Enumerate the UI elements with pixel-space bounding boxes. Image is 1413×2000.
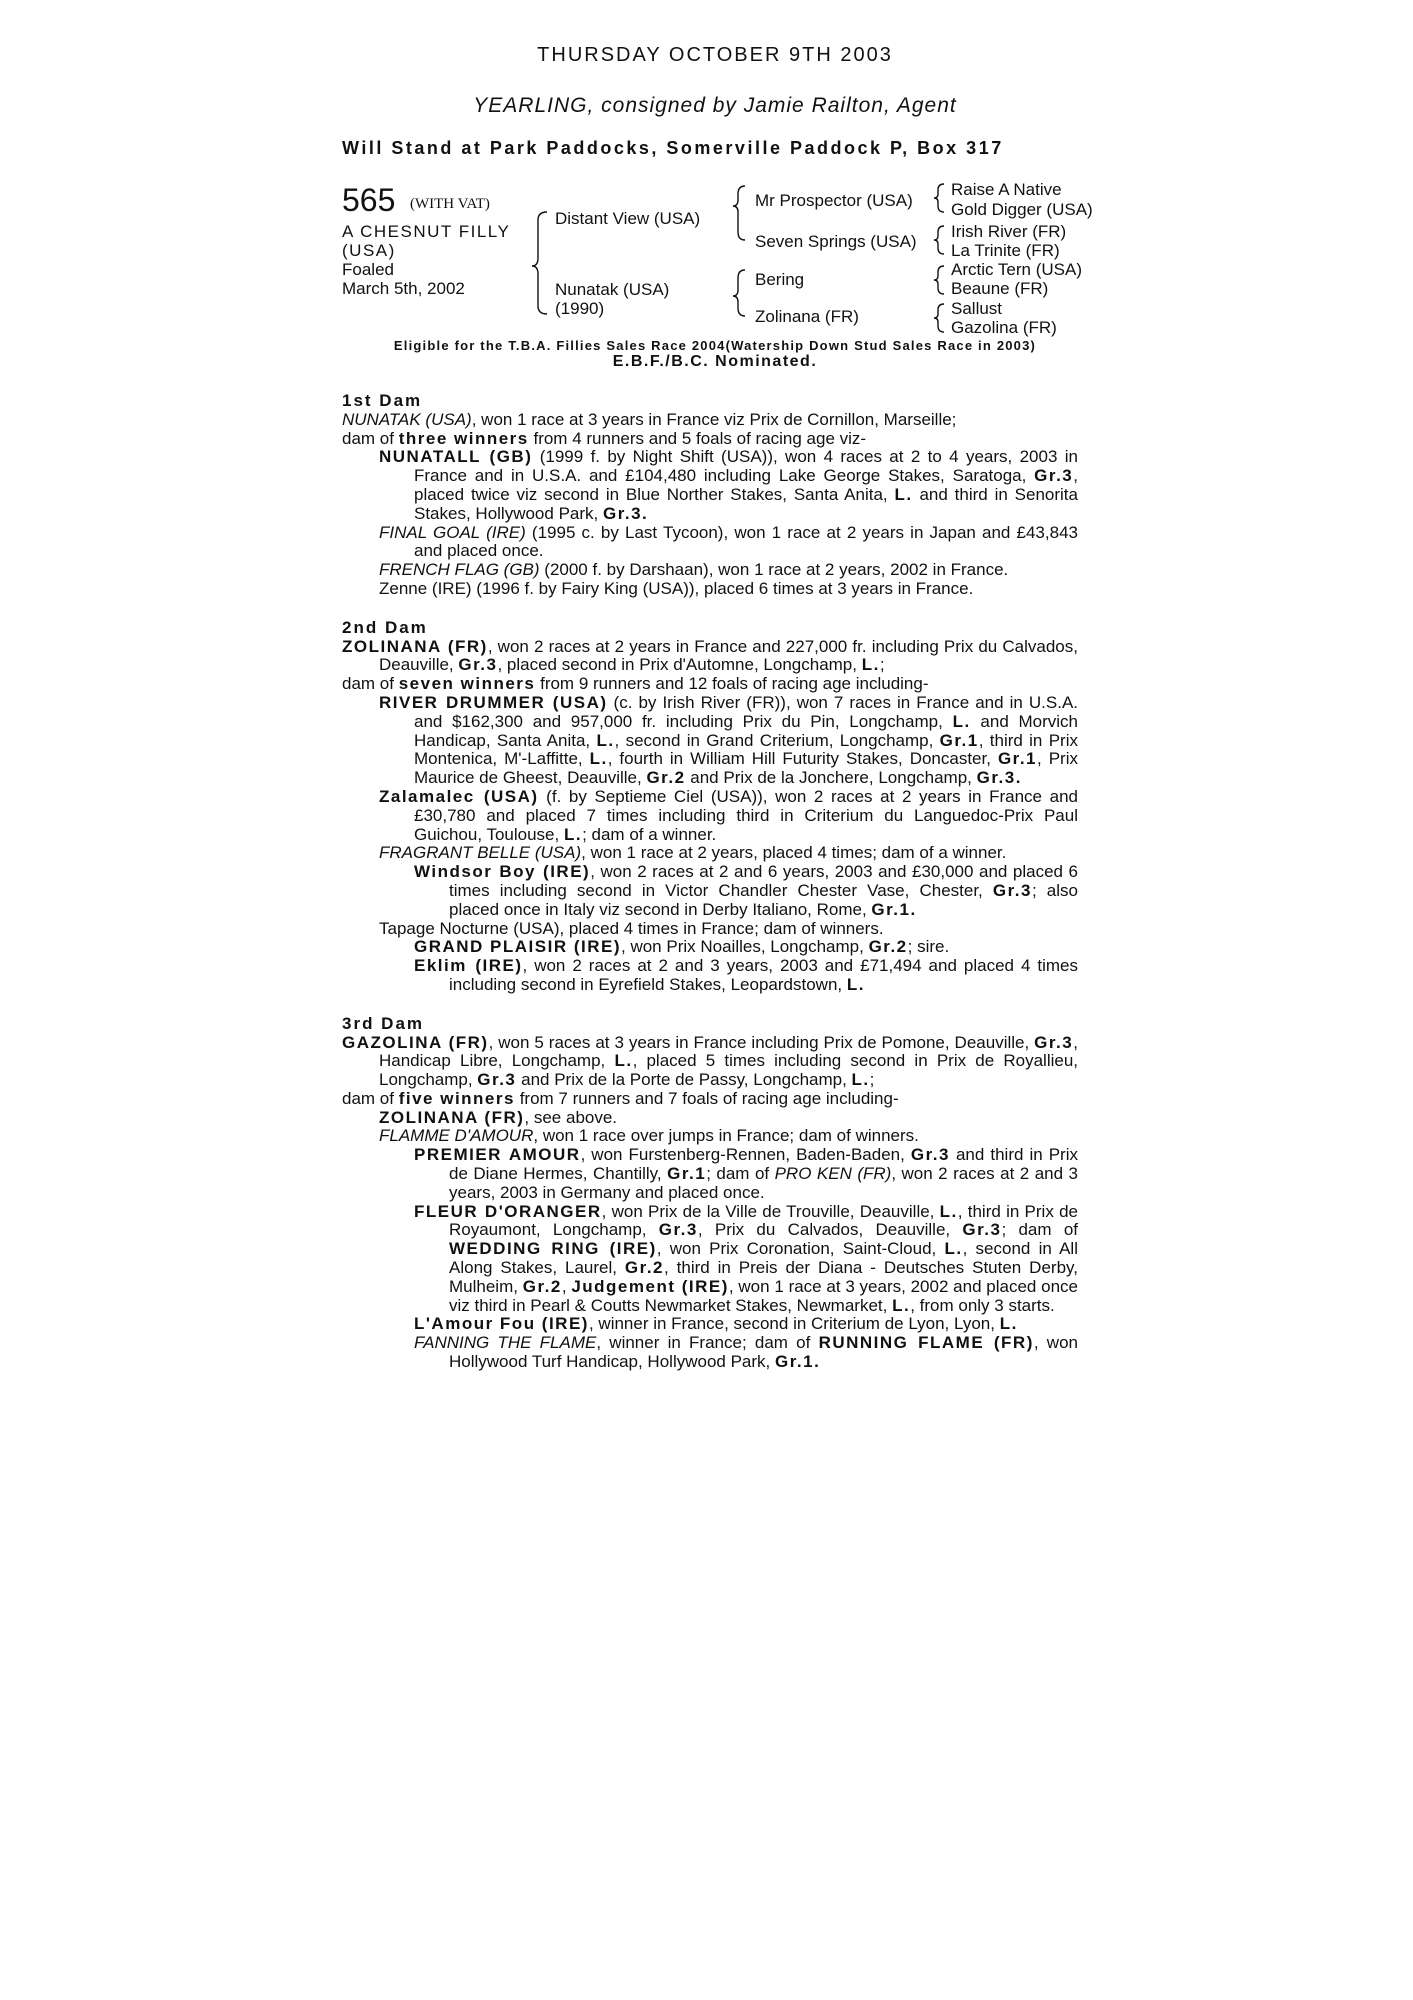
fanning-flame-entry: FANNING THE FLAME, winner in France; dam of RUNNING FLAME (FR), won Hollywood Turf Handicap, Hollywood Park, Gr.1. — [414, 1333, 1078, 1372]
pedigree-g6: Beaune (FR) — [951, 279, 1049, 298]
pedigree-notes — [342, 392, 1078, 1372]
vat-note: (WITH VAT) — [410, 196, 490, 212]
pedigree-sire-dam: Seven Springs (USA) — [755, 232, 917, 251]
flamme-damour-entry: FLAMME D'AMOUR, won 1 race over jumps in France; dam of winners. — [379, 1126, 919, 1146]
pedigree-dam-sire: Bering — [755, 270, 805, 289]
second-dam-title: 2nd Dam — [342, 617, 428, 637]
pedigree-g4: La Trinite (FR) — [951, 241, 1060, 260]
nunatall-entry: NUNATALL (GB) (1999 f. by Night Shift (USA)), won 4 races at 2 to 4 years, 2003 in France and in U.S.A. and £104,480 including Lake George Stakes, Saratoga, Gr.3, placed twice viz second in Blue Norther Stakes, Santa Anita, L. and third in Senorita Stakes, Hollywood Park, Gr.3. — [379, 447, 1078, 523]
fleur-doranger-entry: FLEUR D'ORANGER, won Prix de la Ville de Trouville, Deauville, L., third in Prix de Royaumont, Longchamp, Gr.3, Prix du Calvados, Deauville, Gr.3; dam of WEDDING RING (IRE), won Prix Coronation, Saint-Cloud, L., second in All Along Stakes, Laurel, Gr.2, third in Preis der Diana - Deutsches Stuten Derby, Mulheim, Gr.2, Judgement (IRE), won 1 race at 3 years, 2002 and placed once viz third in Pearl & Coutts Newmarket Stakes, Newmarket, L., from only 3 starts. — [414, 1201, 1079, 1315]
pedigree-braces — [0, 0, 1413, 340]
zolinana-ref-entry: ZOLINANA (FR), see above. — [379, 1107, 618, 1127]
premier-amour-entry: PREMIER AMOUR, won Furstenberg-Rennen, Baden-Baden, Gr.3 and third in Prix de Diane Hermes, Chantilly, Gr.1; dam of PRO KEN (FR), won 2 races at 2 and 3 years, 2003 in Germany and placed once. — [414, 1145, 1079, 1202]
nomination-note: E.B.F./B.C. Nominated. — [612, 353, 818, 370]
zenne-entry: Zenne (IRE) (1996 f. by Fairy King (USA)), placed 6 times at 3 years in France. — [379, 578, 974, 598]
third-dam-title: 3rd Dam — [342, 1013, 425, 1033]
second-dam-line: ZOLINANA (FR), won 2 races at 2 years in France and 227,000 fr. including Prix du Calvados, Deauville, Gr.3, placed second in Prix d'Automne, Longchamp, L.; — [342, 636, 1078, 675]
foaled-date: March 5th, 2002 — [342, 279, 465, 298]
tapage-entry: Tapage Nocturne (USA), placed 4 times in France; dam of winners. — [379, 918, 884, 938]
eligibility-note: Eligible for the T.B.A. Fillies Sales Race 2004(Watership Down Stud Sales Race in 2003) — [393, 338, 1037, 353]
windsor-boy-entry: Windsor Boy (IRE), won 2 races at 2 and 6 years, 2003 and £30,000 and placed 6 times including second in Victor Chandler Chester Vase, Chester, Gr.3; also placed once in Italy viz second in Derby Italiano, Rome, Gr.1. — [414, 862, 1078, 919]
french-flag-entry: FRENCH FLAG (GB) (2000 f. by Darshaan), won 1 race at 2 years, 2002 in France. — [379, 560, 1009, 580]
pedigree-g7: Sallust — [951, 299, 1003, 318]
pedigree-dam: Nunatak (USA) — [555, 280, 670, 299]
river-drummer-entry: RIVER DRUMMER (USA) (c. by Irish River (FR)), won 7 races in France and in U.S.A. and $162,300 and 957,000 fr. including Prix du Pin, Longchamp, L. and Morvich Handicap, Santa Anita, L., second in Grand Criterium, Longchamp, Gr.1, third in Prix Montenica, M'-Laffitte, L., fourth in William Hill Futurity Stakes, Doncaster, Gr.1, Prix Maurice de Gheest, Deauville, Gr.2 and Prix de la Jonchere, Longchamp, Gr.3. — [379, 692, 1079, 788]
location-line: Will Stand at Park Paddocks, Somerville Paddock P, Box 317 — [342, 138, 1004, 158]
pedigree-g5: Arctic Tern (USA) — [951, 260, 1082, 279]
lot-number: 565 — [342, 182, 396, 218]
lamour-fou-entry: L'Amour Fou (IRE), winner in France, second in Criterium de Lyon, Lyon, L. — [414, 1314, 1018, 1334]
lot-country: (USA) — [342, 241, 396, 260]
fragrant-belle-entry: FRAGRANT BELLE (USA), won 1 race at 2 years, placed 4 times; dam of a winner. — [379, 843, 1007, 863]
pedigree-sire-sire: Mr Prospector (USA) — [755, 191, 913, 210]
eklim-entry: Eklim (IRE), won 2 races at 2 and 3 years, 2003 and £71,494 and placed 4 times including second in Eyrefield Stakes, Leopardstown, L. — [414, 956, 1078, 994]
second-dam-produce: dam of seven winners from 9 runners and 12 foals of racing age including- — [342, 674, 929, 694]
grand-plaisir-entry: GRAND PLAISIR (IRE), won Prix Noailles, Longchamp, Gr.2; sire. — [414, 937, 950, 957]
lot-description: A CHESNUT FILLY — [342, 222, 511, 241]
pedigree-sire: Distant View (USA) — [555, 209, 701, 228]
final-goal-entry: FINAL GOAL (IRE) (1995 c. by Last Tycoon), won 1 race at 2 years in Japan and £43,843 and placed once. — [379, 522, 1078, 561]
pedigree-dam-year: (1990) — [555, 299, 605, 318]
pedigree-dam-dam: Zolinana (FR) — [755, 307, 859, 326]
consignment-line: YEARLING, consigned by Jamie Railton, Agent — [473, 94, 957, 117]
foaled-label: Foaled — [342, 260, 394, 279]
pedigree-g1: Raise A Native — [951, 180, 1062, 199]
sale-date: THURSDAY OCTOBER 9TH 2003 — [537, 44, 893, 66]
third-dam-produce: dam of five winners from 7 runners and 7 foals of racing age including- — [342, 1088, 899, 1108]
first-dam-produce: dam of three winners from 4 runners and 5 foals of racing age viz- — [342, 428, 867, 448]
first-dam-line: NUNATAK (USA), won 1 race at 3 years in France viz Prix de Cornillon, Marseille; — [342, 409, 957, 429]
third-dam-line: GAZOLINA (FR), won 5 races at 3 years in France including Prix de Pomone, Deauville, Gr.3, Handicap Libre, Longchamp, L., placed 5 times including second in Prix de Royallieu, Longchamp, Gr.3 and Prix de la Porte de Passy, Longchamp, L.; — [342, 1032, 1079, 1090]
pedigree-g8: Gazolina (FR) — [951, 318, 1057, 337]
first-dam-title: 1st Dam — [342, 391, 423, 410]
pedigree-g2: Gold Digger (USA) — [951, 200, 1093, 219]
zalamalec-entry: Zalamalec (USA) (f. by Septieme Ciel (USA)), won 2 races at 2 years in France and £30,780 and placed 7 times including third in Criterium du Languedoc-Prix Paul Guichou, Toulouse, L.; dam of a winner. — [379, 786, 1078, 844]
pedigree-g3: Irish River (FR) — [951, 222, 1067, 241]
